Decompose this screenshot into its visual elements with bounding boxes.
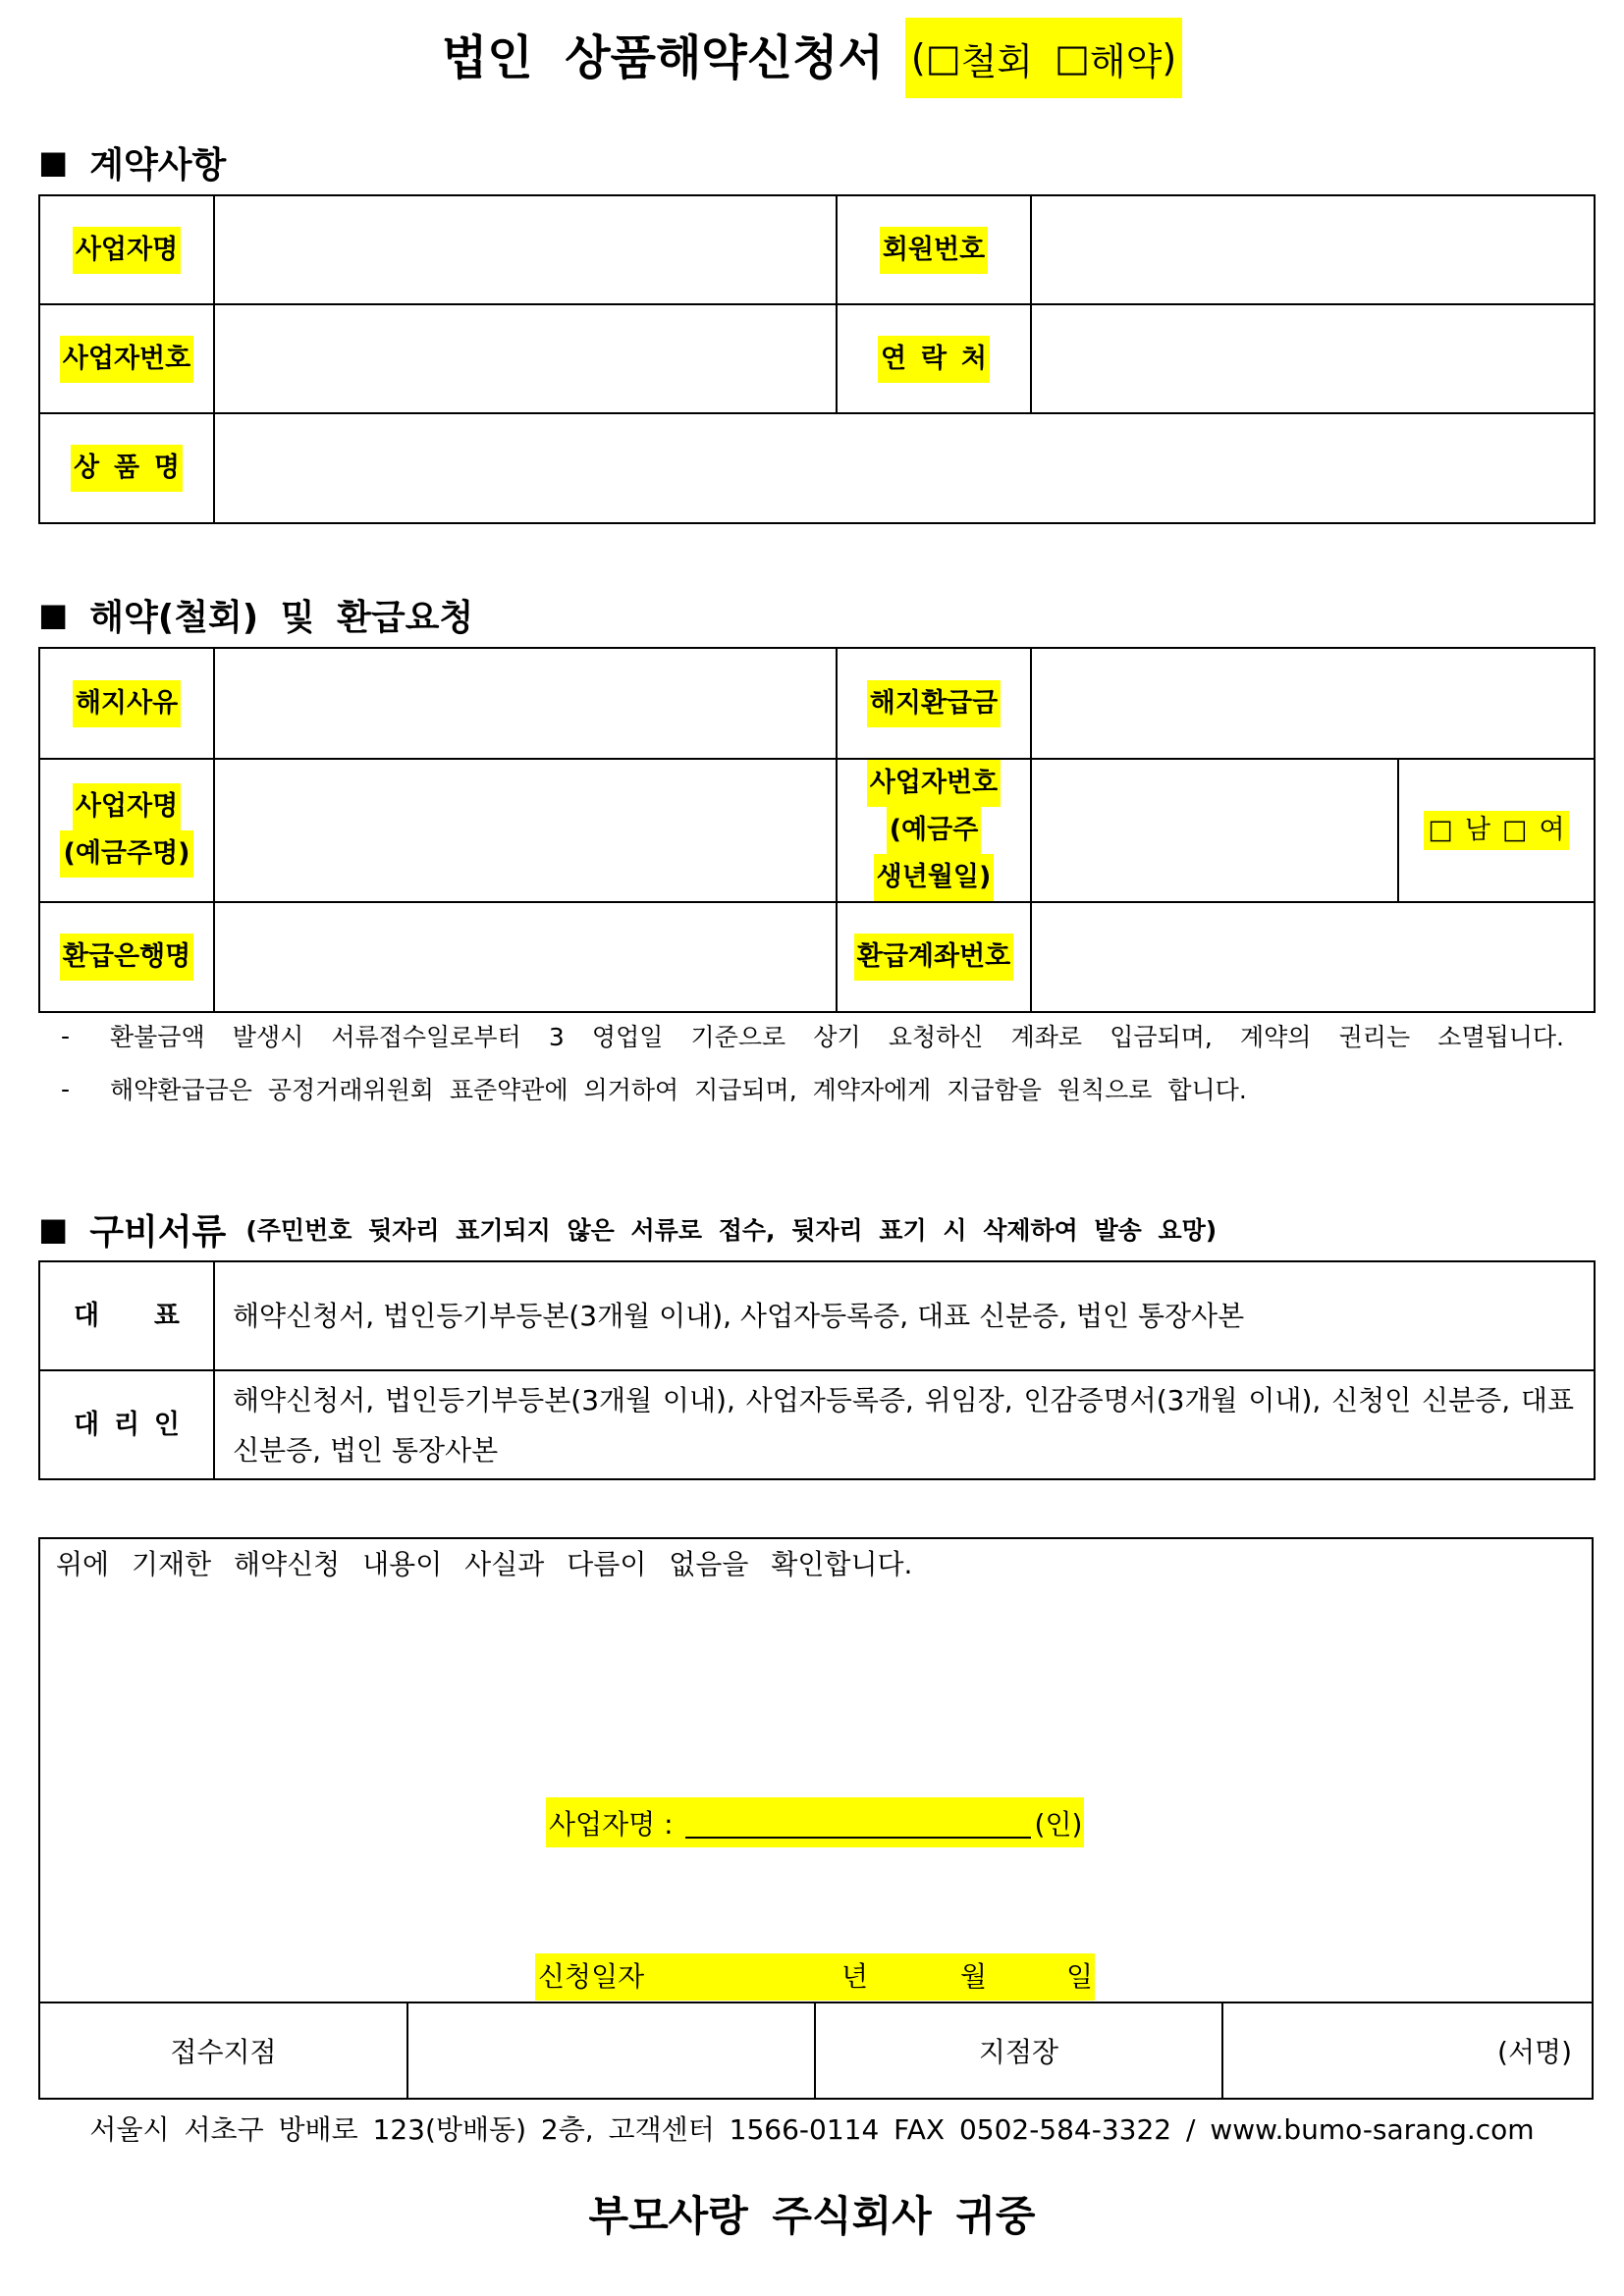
branch-manager-label: 지점장	[815, 2002, 1222, 2098]
representative-documents: 해약신청서, 법인등기부등본(3개월 이내), 사업자등록증, 대표 신분증, 법인 통장사본	[214, 1261, 1595, 1370]
cancel-checkbox[interactable]: □	[1055, 36, 1090, 80]
label-line: 사업자명	[73, 783, 181, 830]
note-text: 환불금액 발생시 서류접수일로부터 3 영업일 기준으로 상기 요청하신 계좌로 입금되며, 계약의 권리는 소멸됩니다.	[110, 1023, 1564, 1051]
refund-amount-label: 해지환급금	[867, 680, 1001, 727]
refund-amount-label-cell	[837, 648, 1031, 759]
year-label: 년	[841, 1960, 869, 1993]
required-documents-table	[38, 1260, 1596, 1480]
refund-bank-label-cell	[39, 902, 214, 1012]
open-paren: (	[910, 36, 926, 80]
documents-section-heading	[38, 1205, 1217, 1253]
documents-section-subtitle: (주민번호 뒷자리 표기되지 않은 서류로 접수, 뒷자리 표기 시 삭제하여 발송 요망)	[245, 1216, 1218, 1245]
title-row	[0, 18, 1624, 98]
refund-amount-field[interactable]	[1031, 648, 1595, 759]
contact-field[interactable]	[1031, 304, 1595, 413]
confirmation-box	[38, 1537, 1594, 2100]
note-text: 해약환급금은 공정거래위원회 표준약관에 의거하여 지급되며, 계약자에게 지급함을 원칙으로 합니다.	[110, 1076, 1247, 1104]
business-name-label: 사업자명	[73, 227, 181, 274]
product-name-label: 상 품 명	[71, 445, 183, 492]
termination-reason-label: 해지사유	[73, 680, 181, 727]
square-bullet-icon: ■	[38, 1210, 69, 1248]
account-holder-id-label-cell	[837, 759, 1031, 902]
month-label: 월	[960, 1960, 988, 1993]
contract-section-heading	[38, 138, 226, 186]
refund-section-title: 해약(철회) 및 환급요청	[89, 597, 474, 638]
gender-cell	[1398, 759, 1595, 902]
receiving-branch-label: 접수지점	[40, 2002, 407, 2098]
company-address: 서울시 서초구 방배로 123(방배동) 2층, 고객센터 1566-0114 FAX 0502-584-3322 / www.bumo-sarang.com	[89, 2113, 1535, 2146]
withdraw-checkbox[interactable]: □	[925, 36, 961, 80]
representative-label-cell	[39, 1261, 214, 1370]
receiving-branch-field[interactable]	[407, 2002, 815, 2098]
product-name-field[interactable]	[214, 413, 1595, 523]
label-line: (예금주명)	[60, 830, 192, 878]
agent-documents: 해약신청서, 법인등기부등본(3개월 이내), 사업자등록증, 위임장, 인감증명서(3개월 이내), 신청인 신분증, 대표 신분증, 법인 통장사본	[214, 1370, 1595, 1479]
seal-mark: (인)	[1034, 1807, 1083, 1841]
signer-line	[546, 1797, 1084, 1847]
refund-request-table	[38, 647, 1596, 1013]
agent-label-cell	[39, 1370, 214, 1479]
refund-section-heading	[38, 591, 473, 638]
square-bullet-icon: ■	[38, 143, 69, 181]
refund-account-field[interactable]	[1031, 902, 1595, 1012]
gender-selector	[1424, 811, 1568, 850]
withdraw-label: 철회	[960, 39, 1034, 83]
member-number-label-cell	[837, 195, 1031, 304]
refund-account-label-cell	[837, 902, 1031, 1012]
signature-field[interactable]: (서명)	[1222, 2002, 1592, 2098]
termination-reason-label-cell	[39, 648, 214, 759]
product-name-label-cell	[39, 413, 214, 523]
contract-table	[38, 194, 1596, 524]
member-number-field[interactable]	[1031, 195, 1595, 304]
application-date-label: 신청일자	[538, 1960, 645, 1993]
contact-label: 연 락 처	[878, 336, 990, 383]
cancel-type-selector	[905, 18, 1182, 98]
label-line: 사업자번호	[867, 760, 1001, 807]
label-line: (예금주	[887, 807, 982, 854]
account-holder-id-label	[867, 760, 1001, 901]
recipient-company: 부모사랑 주식회사 귀중	[588, 2192, 1036, 2240]
business-name-field[interactable]	[214, 195, 837, 304]
refund-notes	[61, 1009, 1564, 1115]
member-number-label: 회원번호	[880, 227, 988, 274]
close-paren: )	[1162, 36, 1177, 80]
business-number-label: 사업자번호	[60, 336, 193, 383]
account-holder-name-label	[60, 783, 192, 878]
note-dash: -	[61, 1021, 71, 1050]
business-number-field[interactable]	[214, 304, 837, 413]
agent-label: 대 리 인	[74, 1409, 180, 1440]
signer-name-field[interactable]	[685, 1809, 1031, 1839]
receipt-row	[40, 2002, 1592, 2098]
note-dash: -	[61, 1074, 71, 1103]
business-number-label-cell	[39, 304, 214, 413]
contact-label-cell	[837, 304, 1031, 413]
representative-label: 대 표	[74, 1300, 180, 1331]
female-label: 여	[1539, 815, 1565, 845]
account-holder-id-field[interactable]	[1031, 759, 1398, 902]
square-bullet-icon: ■	[38, 596, 69, 633]
female-checkbox[interactable]: □	[1502, 815, 1528, 845]
male-label: 남	[1464, 815, 1490, 845]
page-title: 법인 상품해약신청서	[441, 30, 884, 85]
account-holder-name-field[interactable]	[214, 759, 837, 902]
refund-account-label: 환급계좌번호	[854, 934, 1014, 981]
male-checkbox[interactable]: □	[1428, 815, 1453, 845]
business-name-label-cell	[39, 195, 214, 304]
note-item	[61, 1062, 1564, 1115]
signer-label: 사업자명 :	[549, 1807, 674, 1841]
documents-section-title: 구비서류	[89, 1211, 227, 1253]
note-item	[61, 1009, 1564, 1062]
confirmation-statement: 위에 기재한 해약신청 내용이 사실과 다름이 없음을 확인합니다.	[56, 1548, 913, 1580]
contract-section-title: 계약사항	[89, 144, 227, 186]
account-holder-name-label-cell	[39, 759, 214, 902]
label-line: 생년월일)	[874, 854, 995, 901]
refund-bank-field[interactable]	[214, 902, 837, 1012]
refund-bank-label: 환급은행명	[60, 934, 193, 981]
application-date-line	[535, 1953, 1095, 2001]
cancel-label: 해약	[1089, 39, 1163, 83]
day-label: 일	[1066, 1960, 1094, 1993]
termination-reason-field[interactable]	[214, 648, 837, 759]
